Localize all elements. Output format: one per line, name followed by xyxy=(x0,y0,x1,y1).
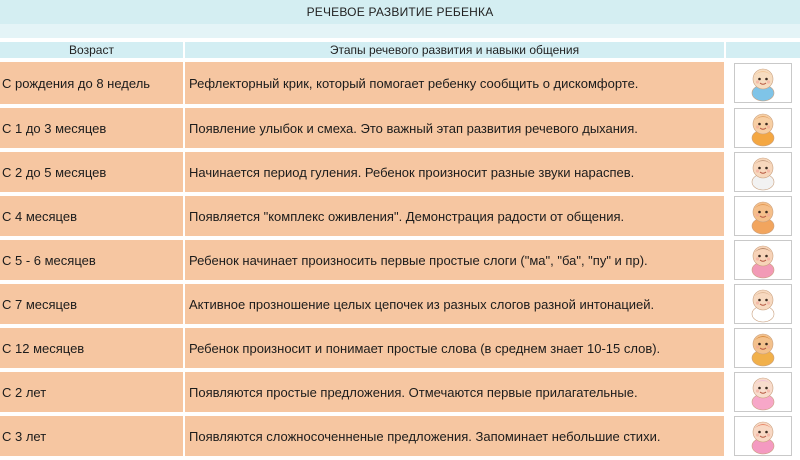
page-title: РЕЧЕВОЕ РАЗВИТИЕ РЕБЕНКА xyxy=(0,0,800,24)
header-age: Возраст xyxy=(0,42,183,58)
stage-description-cell: Появляются сложносоченненые предложения. Запоминает небольшие стихи. xyxy=(183,416,724,456)
table-row xyxy=(0,62,800,104)
stage-description-cell: Начинается период гуления. Ребенок произносит разные звуки нараспев. xyxy=(183,152,724,192)
illustration-cell xyxy=(724,152,800,192)
header-stages: Этапы речевого развития и навыки общения xyxy=(183,42,724,58)
table-row xyxy=(0,416,800,456)
table-row xyxy=(0,328,800,368)
baby-pink-icon xyxy=(734,240,792,280)
girl-pink-icon xyxy=(734,372,792,412)
baby-lying-icon xyxy=(734,108,792,148)
stage-description-cell: Появляется "комплекс оживления". Демонстрация радости от общения. xyxy=(183,196,724,236)
baby-in-blue-icon xyxy=(734,63,792,103)
title-subbar xyxy=(0,24,800,38)
baby-white-icon xyxy=(734,284,792,324)
illustration-cell xyxy=(724,328,800,368)
age-cell: С рождения до 8 недель xyxy=(0,62,183,104)
table-row xyxy=(0,284,800,324)
age-cell: С 5 - 6 месяцев xyxy=(0,240,183,280)
stage-description-cell: Появление улыбок и смеха. Это важный этап развития речевого дыхания. xyxy=(183,108,724,148)
speech-development-table xyxy=(0,38,800,460)
baby-standing-icon xyxy=(734,328,792,368)
illustration-cell xyxy=(724,416,800,456)
illustration-cell xyxy=(724,62,800,104)
age-cell: С 4 месяцев xyxy=(0,196,183,236)
stage-description-cell: Активное прозношение целых цепочек из разных слогов разной интонацией. xyxy=(183,284,724,324)
stage-description-cell: Ребенок произносит и понимает простые слова (в среднем знает 10-15 слов). xyxy=(183,328,724,368)
table-row xyxy=(0,108,800,148)
age-cell: С 7 месяцев xyxy=(0,284,183,324)
stage-description-cell: Появляются простые предложения. Отмечаются первые прилагательные. xyxy=(183,372,724,412)
age-cell: С 2 лет xyxy=(0,372,183,412)
age-cell: С 2 до 5 месяцев xyxy=(0,152,183,192)
illustration-cell xyxy=(724,372,800,412)
age-cell: С 3 лет xyxy=(0,416,183,456)
header-image xyxy=(724,42,800,58)
age-cell: С 1 до 3 месяцев xyxy=(0,108,183,148)
baby-sitting-icon xyxy=(734,152,792,192)
table-header-row xyxy=(0,42,800,58)
baby-crawling-icon xyxy=(734,196,792,236)
girl-dress-icon xyxy=(734,416,792,456)
age-cell: С 12 месяцев xyxy=(0,328,183,368)
table-row xyxy=(0,196,800,236)
stage-description-cell: Ребенок начинает произносить первые простые слоги ("ма", "ба", "пу" и пр). xyxy=(183,240,724,280)
stage-description-cell: Рефлекторный крик, который помогает ребенку сообщить о дискомфорте. xyxy=(183,62,724,104)
illustration-cell xyxy=(724,196,800,236)
illustration-cell xyxy=(724,240,800,280)
illustration-cell xyxy=(724,284,800,324)
table-row xyxy=(0,240,800,280)
illustration-cell xyxy=(724,108,800,148)
table-row xyxy=(0,372,800,412)
table-row xyxy=(0,152,800,192)
